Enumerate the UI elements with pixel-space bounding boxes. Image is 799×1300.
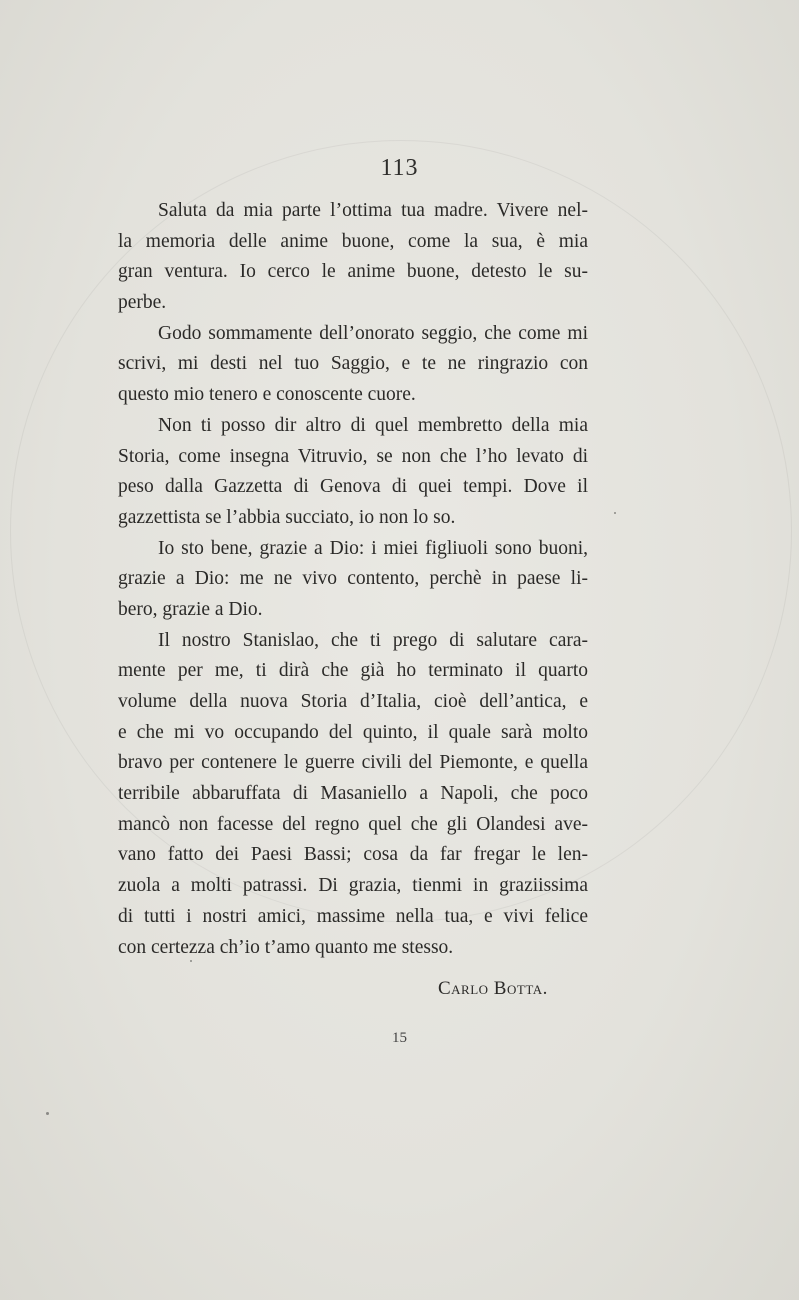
text-line: la memoria delle anime buone, come la sua, è mia	[118, 230, 588, 252]
text-line: terribile abbaruffata di Masaniello a Napoli, che poco	[118, 783, 588, 805]
text-line: e che mi vo occupando del quinto, il quale sarà molto	[118, 721, 588, 743]
text-line: grazie a Dio: me ne vivo contento, perchè in paese li-	[118, 568, 588, 590]
text-line: Io sto bene, grazie a Dio: i miei figliuoli sono buoni,	[158, 537, 588, 559]
text-line: mente per me, ti dirà che già ho terminato il quarto	[118, 660, 588, 682]
text-line: perbe.	[118, 292, 167, 314]
text-line: Non ti posso dir altro di quel membretto della mia	[158, 414, 588, 436]
signature: Carlo Botta.	[438, 978, 548, 999]
text-line: con certezza ch’io t’amo quanto me stesso.	[118, 936, 454, 958]
text-line: gazzettista se l’abbia succiato, io non lo so.	[118, 506, 456, 528]
text-line: Saluta da mia parte l’ottima tua madre. Vivere nel-	[158, 200, 588, 221]
page-number: 113	[380, 155, 419, 181]
text-line: zuola a molti patrassi. Di grazia, tienmi in graziissima	[118, 875, 588, 897]
paper-spot	[46, 1112, 49, 1115]
text-line: Storia, come insegna Vitruvio, se non che l’ho levato di	[118, 445, 588, 467]
text-line: volume della nuova Storia d’Italia, cioè dell’antica, e	[118, 691, 588, 712]
text-line: mancò non facesse del regno quel che gli Olandesi ave-	[118, 813, 588, 835]
text-line: bravo per contenere le guerre civili del Piemonte, e quella	[118, 752, 588, 774]
text-line: vano fatto dei Paesi Bassi; cosa da far fregar le len-	[118, 844, 588, 866]
text-line: Godo sommamente dell’onorato seggio, che come mi	[158, 322, 588, 344]
text-line: questo mio tenero e conoscente cuore.	[118, 384, 416, 406]
text-line: scrivi, mi desti nel tuo Saggio, e te ne ringrazio con	[118, 353, 588, 375]
paper-spot	[190, 960, 192, 962]
text-line: bero, grazie a Dio.	[118, 598, 263, 620]
text-line: di tutti i nostri amici, massime nella tua, e vivi felice	[118, 905, 588, 927]
text-line: gran ventura. Io cerco le anime buone, detesto le su-	[118, 261, 588, 283]
text-line: Il nostro Stanislao, che ti prego di salutare cara-	[158, 629, 588, 651]
signature-number: 15	[392, 1030, 407, 1046]
letter-body	[118, 196, 588, 963]
text-line: peso dalla Gazzetta di Genova di quei tempi. Dove il	[118, 476, 588, 498]
paper-spot	[614, 512, 616, 514]
